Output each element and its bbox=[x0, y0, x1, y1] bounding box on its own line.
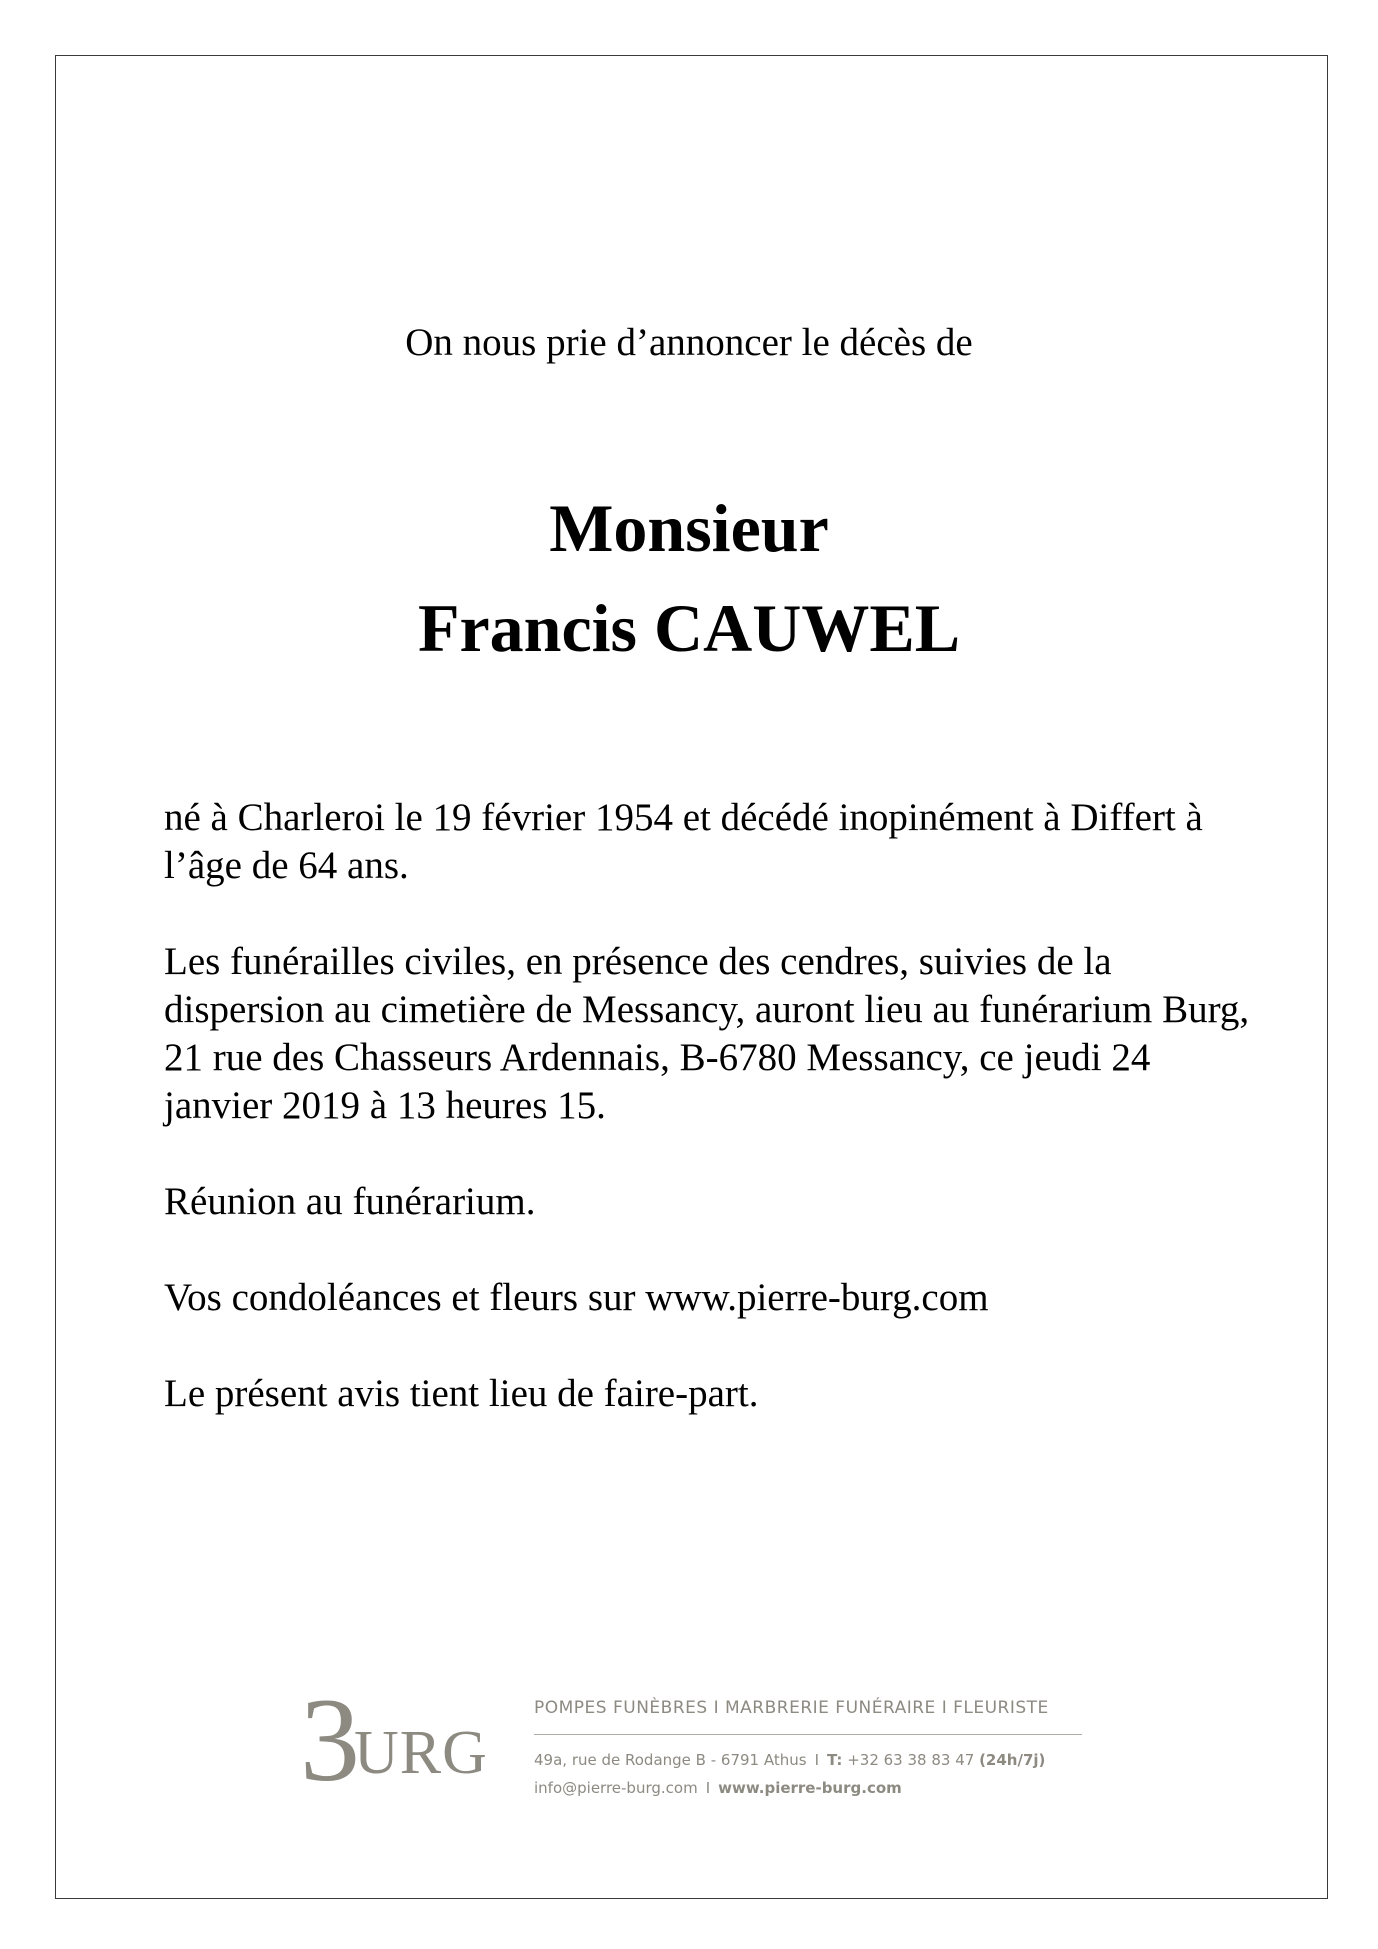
announcement-note-paragraph: Le présent avis tient lieu de faire-part. bbox=[164, 1372, 759, 1415]
separator: I bbox=[705, 1779, 711, 1797]
contact-line-1 bbox=[534, 1746, 1045, 1774]
deceased-name: Francis CAUWEL bbox=[417, 590, 961, 666]
funeral-details-paragraph: Les funérailles civiles, en présence des cendres, suivies de la dispersion au cimetière de Messancy, auront lieu au funérarium Burg, 21 rue des Chasseurs Ardennais, B-6780 Messancy, ce jeudi 24 janvier 2019 à 13 heures 15. bbox=[164, 940, 1250, 1127]
deceased-name-block bbox=[0, 478, 1378, 678]
notice-intro: On nous prie d’annoncer le décès de bbox=[405, 321, 973, 364]
company-phone: +32 63 38 83 47 bbox=[847, 1751, 975, 1769]
company-website[interactable]: www.pierre-burg.com bbox=[718, 1779, 902, 1797]
company-contact bbox=[534, 1746, 1045, 1802]
notice-body bbox=[164, 794, 1264, 1466]
company-email[interactable]: info@pierre-burg.com bbox=[534, 1779, 698, 1797]
burg-logo: 3URG bbox=[300, 1673, 488, 1806]
phone-hours: (24h/7j) bbox=[979, 1751, 1046, 1769]
phone-label: T: bbox=[827, 1751, 843, 1769]
birth-death-paragraph: né à Charleroi le 19 février 1954 et décédé inopinément à Differt à l’âge de 64 ans. bbox=[164, 796, 1203, 887]
company-address: 49a, rue de Rodange B - 6791 Athus bbox=[534, 1751, 807, 1769]
honorific: Monsieur bbox=[549, 490, 829, 566]
separator: I bbox=[814, 1751, 819, 1769]
company-footer bbox=[300, 1673, 1100, 1806]
footer-divider bbox=[534, 1734, 1082, 1735]
company-services: POMPES FUNÈBRES I MARBRERIE FUNÉRAIRE I FLEURISTE bbox=[534, 1698, 1049, 1718]
gathering-paragraph: Réunion au funérarium. bbox=[164, 1180, 536, 1223]
condolences-paragraph: Vos condoléances et fleurs sur www.pierre-burg.com bbox=[164, 1276, 989, 1319]
contact-line-2 bbox=[534, 1774, 1045, 1802]
